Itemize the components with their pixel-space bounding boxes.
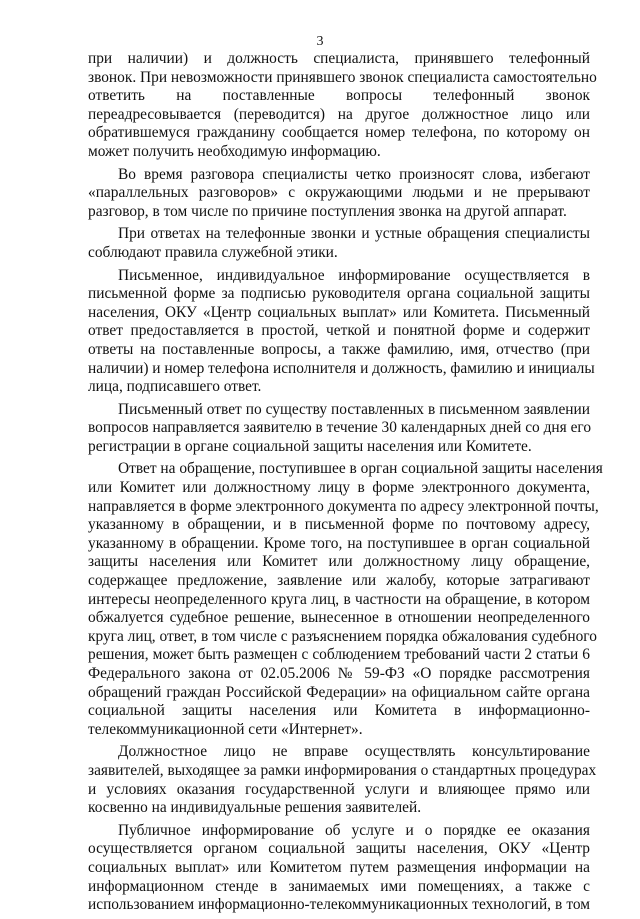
text-line: вопросов направляется заявителю в течение 30 календарных дней со дня его xyxy=(88,419,592,437)
paragraph xyxy=(88,401,590,457)
text-line: регистрации в органе социальной защиты населения или Комитете. xyxy=(88,437,532,455)
text-line: социальной защиты населения или Комитета в информационно- xyxy=(88,702,590,720)
text-line: разговор, в том числе по причине поступления звонка на другой аппарат. xyxy=(88,202,567,220)
text-line: наличии) и номер телефона исполнителя и должность, фамилию и инициалы xyxy=(88,359,595,377)
text-line: осуществляется органом социальной защиты населения, ОКУ «Центр xyxy=(88,840,590,858)
text-line: обжалуется судебное решение, вынесенное в отношении неопределенного xyxy=(88,609,590,627)
text-line: круга лиц, ответ, в том числе с разъяснением порядка обжалования судебного xyxy=(88,627,597,645)
text-line: ответы на поставленные вопросы, а также фамилию, имя, отчество (при xyxy=(88,340,590,358)
text-line: использованием информационно-телекоммуникационных технологий, в том xyxy=(88,896,590,914)
text-line: Ответ на обращение, поступившее в орган социальной защиты населения xyxy=(118,460,603,478)
text-line: письменной форме за подписью руководителя органа социальной защиты xyxy=(88,285,590,303)
text-line: информационном стенде в занимаемых ими помещениях, а также с xyxy=(88,877,590,895)
text-line: или Комитет или должностному лицу в форме электронного документа, xyxy=(88,479,590,497)
text-line: защиты населения или Комитет или должностному лицу обращение, xyxy=(88,553,590,571)
paragraph xyxy=(88,166,590,222)
paragraph xyxy=(88,460,603,739)
text-line: содержащее предложение, заявление или жалобу, которые затрагивают xyxy=(88,572,590,590)
text-line: Должностное лицо не вправе осуществлять консультирование xyxy=(118,743,590,761)
text-line: заявителей, выходящее за рамки информирования о стандартных процедурах xyxy=(88,761,597,779)
text-line: указанному в обращении, и в письменной форме по почтовому адресу, xyxy=(88,516,590,534)
text-line: «параллельных разговоров» с окружающими людьми и не прерывают xyxy=(88,184,590,202)
text-line: обратившемуся гражданину сообщается номер телефона, по которому он xyxy=(88,124,590,142)
text-line: Федерального закона от 02.05.2006 № 59-ФЗ «О порядке рассмотрения xyxy=(88,665,590,682)
paragraph xyxy=(88,266,595,397)
text-line: При ответах на телефонные звонки и устные обращения специалисты xyxy=(118,225,590,243)
text-line: обращений граждан Российской Федерации» на официальном сайте органа xyxy=(88,683,590,701)
text-line: ответ предоставляется в простой, четкой и понятной форме и содержит xyxy=(88,322,590,340)
text-line: ответить на поставленные вопросы телефонный звонок xyxy=(88,87,590,105)
text-line: направляется в форме электронного документа по адресу электронной почты, xyxy=(88,497,599,515)
text-line: населения, ОКУ «Центр социальных выплат» или Комитета. Письменный xyxy=(88,303,590,321)
text-line: и условиях оказания государственной услуги и влияющее прямо или xyxy=(88,780,590,798)
page-number: 3 xyxy=(316,34,324,49)
text-line: решения, может быть размещен с соблюдением требований части 2 статьи 6 xyxy=(88,646,590,664)
text-line: соблюдают правила служебной этики. xyxy=(88,243,338,261)
paragraph xyxy=(88,50,597,162)
paragraph xyxy=(88,225,590,262)
text-line: может получить необходимую информацию. xyxy=(88,142,381,160)
text-line: Публичное информирование об услуге и о порядке ее оказания xyxy=(118,821,590,839)
paragraph xyxy=(88,822,590,915)
text-line: косвенно на индивидуальные решения заявителей. xyxy=(88,799,422,817)
text-line: телекоммуникационной сети «Интернет». xyxy=(88,720,363,738)
text-line: Письменный ответ по существу поставленных в письменном заявлении xyxy=(118,400,590,418)
text-line: лица, подписавшего ответ. xyxy=(88,378,262,396)
text-line: переадресовывается (переводится) на другое должностное лицо или xyxy=(88,105,590,123)
paragraph xyxy=(88,743,597,817)
text-line: социальных выплат» или Комитетом путем размещения информации на xyxy=(88,858,590,876)
document-body xyxy=(88,50,603,919)
text-line: Письменное, индивидуальное информирование осуществляется в xyxy=(118,266,590,284)
text-line: при наличии) и должность специалиста, принявшего телефонный xyxy=(88,50,590,67)
text-line: интересы неопределенного круга лиц, в частности на обращение, в котором xyxy=(88,590,590,608)
text-line: указанному в обращении. Кроме того, на поступившее в орган социальной xyxy=(88,534,590,552)
text-line: Во время разговора специалисты четко произносят слова, избегают xyxy=(118,165,590,183)
text-line: звонок. При невозможности принявшего звонок специалиста самостоятельно xyxy=(88,68,597,86)
